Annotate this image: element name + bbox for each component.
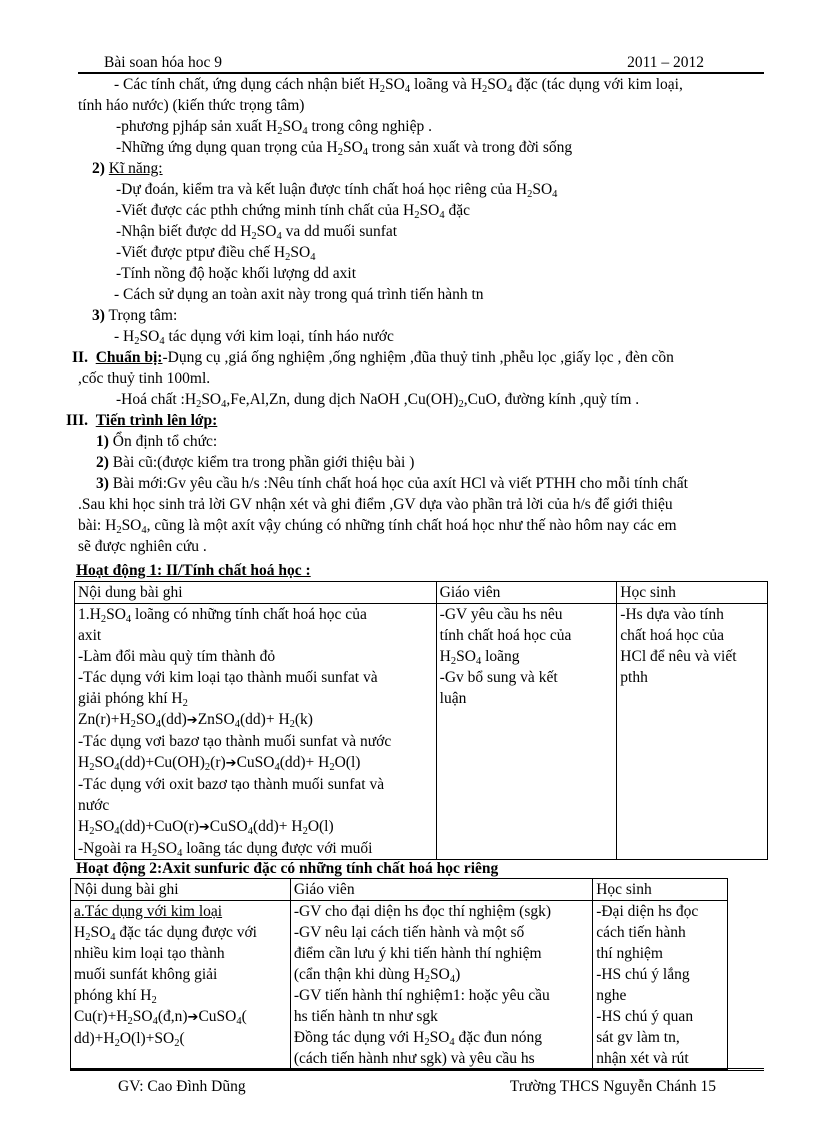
header-right: 2011 – 2012 [627,54,704,71]
text-line: tính háo nước) (kiến thức trọng tâm) [78,97,305,114]
header-left: Bài soan hóa hoc 9 [104,54,222,71]
table-cell-teacher: -GV cho đại diện hs đọc thí nghiệm (sgk) -GV nêu lại cách tiến hành và một số điểm cần lưu ý khi tiến hành thí nghiệm (cẩn thận khi dùng $H_2SO_4$) -GV tiến hành thí nghiệm1: hoặc yêu cầu hs tiến hành tn như sgk Đồng tác dụng với $H_2SO_4$ đặc đun nóng (cách tiến hành như sgk) và yêu cầu hs [290,901,592,1070]
table-row [71,901,728,1070]
section-heading: 3) Trọng tâm: [92,307,178,324]
text-line: -Những ứng dụng quan trọng của $H_2SO_4$ trong sản xuất và trong đời sống [116,139,573,158]
table-header-row [71,879,728,901]
text-line: .Sau khi học sinh trả lời GV nhận xét và ghi điểm ,GV dựa vào phần trả lời của h/s để giới thiệu [78,496,673,513]
table-header-cell: Giáo viên [290,879,592,901]
text-line: -Nhận biết được dd $H_2SO_4$ va dd muối sunfat [116,223,398,242]
table-header-cell: Giáo viên [436,582,617,604]
document-body [66,74,764,557]
arrow-icon: ➔ [198,820,210,835]
text-line: -Tính nồng độ hoặc khối lượng dd axit [116,265,357,282]
text-line: -Dự đoán, kiểm tra và kết luận được tính chất hoá học riêng của $H_2SO_4$ [116,181,558,200]
table-cell-student: -Đại diện hs đọc cách tiến hành thí nghiệm -HS chú ý lắng nghe -HS chú ý quan sát gv làm tn, nhận xét và rút [593,901,728,1070]
text-line: - Cách sử dụng an toàn axit này trong quá trình tiến hành tn [114,286,484,303]
text-line: -phương pjháp sản xuất $H_2SO_4$ trong công nghiệp . [116,118,432,137]
arrow-icon: ➔ [186,713,198,728]
text-line: -Viết được ptpư điều chế $H_2SO_4$ [116,244,316,263]
table-cell-content: a.Tác dụng với kim loại $H_2SO_4$ đặc tác dụng được với nhiều kim loại tạo thành muối sunfát không giải phóng khí $H_2$ $Cu(r)+H_2SO_4(đ,n)➔CuSO_4$( $dd)+H_2O(l)+SO_2$( [71,901,291,1070]
table-cell-content: $1.H_2SO_4$ loãng có những tính chất hoá học của axit -Làm đổi màu quỳ tím thành đỏ -Tác dụng với kim loại tạo thành muối sunfat và giải phóng khí $H_2$ $Zn(r)+H_2SO_4(dd)➔ZnSO_4(dd)+ H_2(k)$ -Tác dụng vơi bazơ tạo thành muối sunfat và nước $H_2SO_4(dd)+Cu(OH)_2(r)➔CuSO_4(dd)+ H_2O(l)$ -Tác dụng với oxit bazơ tạo thành muối sunfat và nước $H_2SO_4(dd)+CuO(r)➔CuSO_4(dd)+ H_2O(l)$ -Ngoài ra $H_2SO_4$ loãng tác dụng được với muối [75,604,437,860]
section-heading: II. Chuẩn bị:-Dụng cụ ,giá ống nghiệm ,ống nghiệm ,đũa thuỷ tinh ,phễu lọc ,giấy lọc , đèn cồn [72,349,674,366]
section-heading: III. Tiến trình lên lớp: [66,412,218,429]
text-line: 2) Bài cũ:(được kiểm tra trong phần giới thiệu bài ) [96,454,415,471]
text-line: - Các tính chất, ứng dụng cách nhận biết $H_2SO_4$ loãng và $H_2SO_4$ đặc (tác dụng với kim loại, [114,76,683,95]
text-line: bài: $H_2SO_4$, cũng là một axít vậy chúng có những tính chất hoá học như thế nào hôm nay các em [78,517,677,536]
footer-left: GV: Cao Đình Dũng [118,1078,246,1095]
table-header-cell: Nội dung bài ghi [75,582,437,604]
arrow-icon: ➔ [225,756,237,771]
activity1-title: Hoạt động 1: II/Tính chất hoá học : [76,562,311,579]
text-line: - $H_2SO_4$ tác dụng với kim loại, tính háo nước [114,328,394,347]
page-header [78,52,764,74]
activity2-title: Hoạt động 2:Axit sunfuric đặc có những tính chất hoá học riêng [76,860,499,877]
text-line: -Viết được các pthh chứng minh tính chất của $H_2SO_4$ đặc [116,202,470,221]
table-header-cell: Nội dung bài ghi [71,879,291,901]
page-footer [70,1068,764,1094]
activity1-table [74,581,768,860]
table-cell-teacher: -GV yêu cầu hs nêu tính chất hoá học của $H_2SO_4$ loãng -Gv bổ sung và kết luận [436,604,617,860]
text-line: -Hoá chất $:H_2SO_4,Fe,Al,Zn$, dung dịch NaOH $,Cu(OH)_2,CuO$, đường kính ,quỳ tím . [116,391,640,410]
table-row [75,604,768,860]
table-header-row [75,582,768,604]
text-line: sẽ được nghiên cứu . [78,538,207,555]
arrow-icon: ➔ [187,1010,199,1025]
table-header-cell: Học sinh [617,582,768,604]
section-heading: 2) Kĩ năng: [92,160,163,177]
text-line: ,cốc thuỷ tinh 100ml. [78,370,211,387]
text-line: 1) Ổn định tổ chức: [96,433,218,450]
table-header-cell: Học sinh [593,879,728,901]
footer-right: Trường THCS Nguyễn Chánh 15 [509,1078,716,1095]
activity2-table [70,878,728,1070]
text-line: 3) Bài mới:Gv yêu cầu h/s :Nêu tính chất hoá học của axít HCl và viết PTHH cho mỗi tính chất [96,475,688,492]
table-cell-student: -Hs dựa vào tính chất hoá học của HCl để nêu và viết pthh [617,604,768,860]
